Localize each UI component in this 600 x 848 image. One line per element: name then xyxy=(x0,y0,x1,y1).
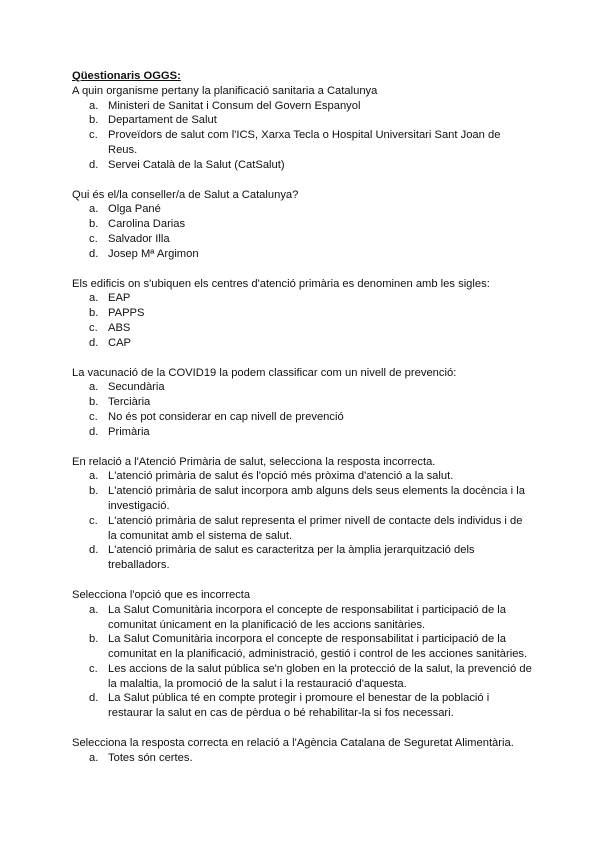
answer-option xyxy=(72,306,532,321)
option-letter: c. xyxy=(89,410,98,423)
question-block xyxy=(72,277,532,351)
option-text: Departament de Salut xyxy=(108,114,217,127)
answer-option xyxy=(72,662,532,692)
option-letter: c. xyxy=(89,321,98,334)
answer-option xyxy=(72,336,532,351)
option-letter: b. xyxy=(89,307,99,320)
option-letter: b. xyxy=(89,218,99,231)
option-text: Servei Català de la Salut (CatSalut) xyxy=(108,158,285,171)
answer-option xyxy=(72,425,532,440)
answer-option xyxy=(72,603,532,633)
option-letter: d. xyxy=(89,692,99,705)
option-text: CAP xyxy=(108,336,132,349)
option-letter: c. xyxy=(89,662,98,675)
answer-options xyxy=(72,380,532,439)
answer-option xyxy=(72,99,532,114)
answer-option xyxy=(72,543,532,573)
option-letter: c. xyxy=(89,514,98,527)
questions-container xyxy=(72,84,532,766)
answer-option xyxy=(72,158,532,173)
answer-option xyxy=(72,202,532,217)
answer-option xyxy=(72,128,532,158)
document-title: Qüestionaris OGGS: xyxy=(72,70,181,82)
option-letter: a. xyxy=(89,99,99,112)
question-text: Qui és el/la conseller/a de Salut a Catalunya? xyxy=(72,188,299,201)
option-text: Olga Pané xyxy=(108,203,161,216)
option-letter: a. xyxy=(89,292,99,305)
option-letter: c. xyxy=(89,232,98,245)
option-text: Totes són certes. xyxy=(108,751,193,764)
option-text: La Salut Comunitària incorpora el concepte de responsabilitat i participació de la comunitat únicament en la planificació de les accions sanitàries. xyxy=(108,603,507,631)
option-letter: a. xyxy=(89,470,99,483)
answer-option xyxy=(72,632,532,662)
option-text: Primària xyxy=(108,425,150,438)
option-letter: a. xyxy=(89,751,99,764)
option-text: Secundària xyxy=(108,381,165,394)
option-letter: a. xyxy=(89,381,99,394)
answer-option xyxy=(72,380,532,395)
question-block xyxy=(72,188,532,262)
answer-option xyxy=(72,410,532,425)
answer-option xyxy=(72,751,532,766)
question-spacer xyxy=(72,351,532,366)
answer-option xyxy=(72,291,532,306)
option-letter: a. xyxy=(89,603,99,616)
option-letter: d. xyxy=(89,544,99,557)
question-block xyxy=(72,84,532,173)
answer-option xyxy=(72,691,532,721)
question-block xyxy=(72,736,532,766)
option-text: L'atenció primària de salut incorpora amb alguns dels seus elements la docència i la investigació. xyxy=(108,485,525,512)
option-text: Ministeri de Sanitat i Consum del Govern Espanyol xyxy=(108,99,361,112)
question-text: Selecciona l'opció que es incorrecta xyxy=(72,588,251,601)
answer-options xyxy=(72,469,532,573)
option-text: L'atenció primària de salut representa el primer nivell de contacte dels individus i de la comunitat amb el sistema de salut. xyxy=(108,514,523,542)
answer-option xyxy=(72,484,532,514)
option-text: Salvador Illa xyxy=(108,232,170,245)
answer-option xyxy=(72,247,532,262)
question-spacer xyxy=(72,573,532,588)
option-text: ABS xyxy=(108,321,131,334)
answer-options xyxy=(72,603,532,721)
question-spacer xyxy=(72,721,532,736)
question-spacer xyxy=(72,173,532,188)
option-text: La Salut Comunitària incorpora el concepte de responsabilitat i participació de la comunitat en la planificació, administració, gestió i control de les acciones sanitàries. xyxy=(108,633,528,661)
option-text: L'atenció primària de salut es caracteritza per la àmplia jerarquització dels treballadors. xyxy=(108,544,475,572)
question-text: En relació a l'Atenció Primària de salut, selecciona la resposta incorrecta. xyxy=(72,455,436,468)
option-letter: b. xyxy=(89,633,99,646)
question-spacer xyxy=(72,262,532,277)
option-letter: b. xyxy=(89,396,99,409)
answer-option xyxy=(72,217,532,232)
option-letter: a. xyxy=(89,203,99,216)
question-block xyxy=(72,588,532,721)
answer-options xyxy=(72,202,532,261)
option-letter: b. xyxy=(89,114,99,127)
question-text: A quin organisme pertany la planificació sanitaria a Catalunya xyxy=(72,84,378,97)
answer-option xyxy=(72,321,532,336)
question-text: Selecciona la resposta correcta en relació a l'Agència Catalana de Seguretat Alimentària. xyxy=(72,737,514,750)
answer-options xyxy=(72,99,532,173)
option-text: PAPPS xyxy=(108,307,145,320)
option-text: EAP xyxy=(108,292,131,305)
option-text: Carolina Darias xyxy=(108,218,186,231)
option-letter: d. xyxy=(89,425,99,438)
option-text: Les accions de la salut pública se'n globen en la protecció de la salut, la prevenció de la malaltia, la promoció de la salut i la restauració d'aquesta. xyxy=(108,662,532,690)
answer-option xyxy=(72,514,532,544)
answer-option xyxy=(72,469,532,484)
option-text: Terciària xyxy=(108,396,151,409)
option-letter: d. xyxy=(89,336,99,349)
question-block xyxy=(72,455,532,573)
document-page xyxy=(72,69,532,766)
option-letter: c. xyxy=(89,129,98,142)
answer-options xyxy=(72,751,532,766)
option-text: La Salut pública té en compte protegir i promoure el benestar de la població i restaurar la salut en cas de pèrdua o bé rehabilitar-la si fos necessari. xyxy=(108,692,490,720)
answer-option xyxy=(72,395,532,410)
answer-option xyxy=(72,232,532,247)
option-text: L'atenció primària de salut és l'opció més pròxima d'atenció a la salut. xyxy=(108,470,454,483)
option-letter: d. xyxy=(89,247,99,260)
answer-option xyxy=(72,113,532,128)
question-text: La vacunació de la COVID19 la podem classificar com un nivell de prevenció: xyxy=(72,366,457,379)
question-spacer xyxy=(72,440,532,455)
option-letter: b. xyxy=(89,485,99,498)
option-text: No és pot considerar en cap nivell de prevenció xyxy=(108,410,344,423)
option-text: Josep Mª Argimon xyxy=(108,247,199,260)
question-block xyxy=(72,366,532,440)
answer-options xyxy=(72,291,532,350)
question-text: Els edificis on s'ubiquen els centres d'atenció primària es denominen amb les sigles: xyxy=(72,277,490,290)
option-letter: d. xyxy=(89,158,99,171)
option-text: Proveïdors de salut com l'ICS, Xarxa Tecla o Hospital Universitari Sant Joan de Reus. xyxy=(108,129,501,156)
